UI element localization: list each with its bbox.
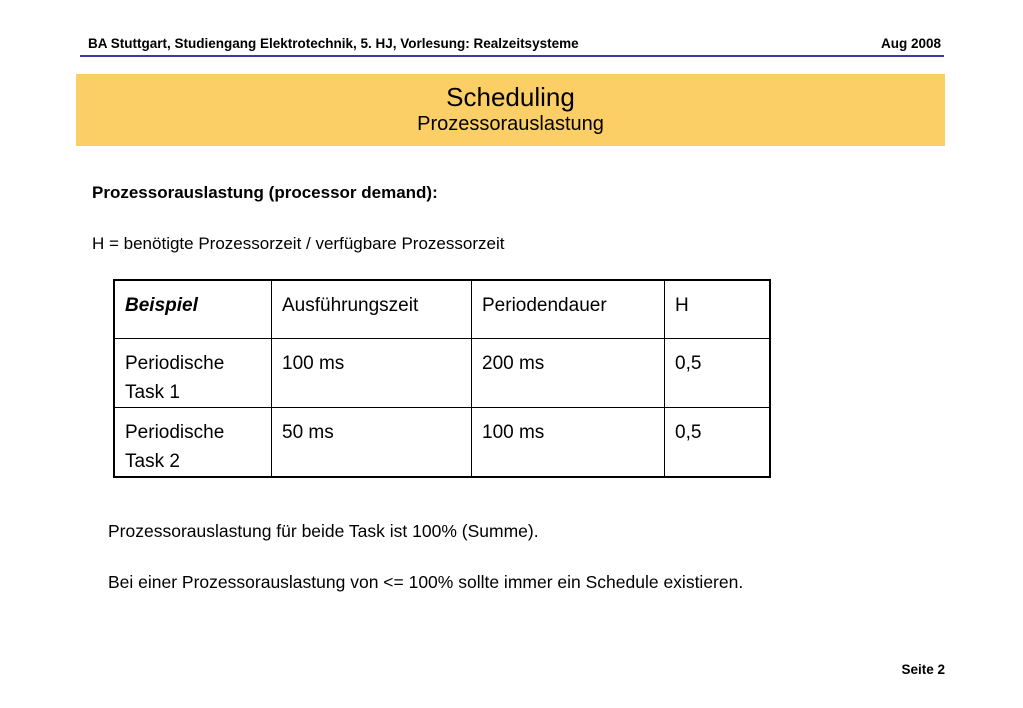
page-number: Seite 2 (901, 662, 945, 677)
example-table (113, 279, 771, 478)
note-schedule: Bei einer Prozessorauslastung von <= 100% sollte immer ein Schedule existieren. (108, 572, 744, 592)
date-label: Aug 2008 (880, 36, 941, 51)
header-divider (80, 55, 944, 57)
task-name-line: Periodische (125, 353, 225, 374)
table-cell-period: 200 ms (472, 339, 665, 408)
formula-text: H = benötigte Prozessorzeit / verfügbare Prozessorzeit (92, 234, 505, 253)
table-cell-task (114, 408, 272, 478)
table-cell-task (114, 339, 272, 408)
table-cell-h: 0,5 (665, 339, 771, 408)
table-header-cell: Beispiel (114, 280, 272, 339)
slide-title: Scheduling (446, 82, 575, 112)
course-info: BA Stuttgart, Studiengang Elektrotechnik, 5. HJ, Vorlesung: Realzeitsysteme (88, 36, 579, 51)
note-sum: Prozessorauslastung für beide Task ist 100% (Summe). (108, 521, 539, 541)
table-cell-exec: 100 ms (272, 339, 472, 408)
table-row (114, 339, 770, 408)
title-banner (76, 74, 945, 146)
table-header-cell: Periodendauer (472, 280, 665, 339)
table-header-cell: H (665, 280, 771, 339)
section-heading: Prozessorauslastung (processor demand): (92, 183, 438, 202)
table-row (114, 408, 770, 478)
table-cell-period: 100 ms (472, 408, 665, 478)
table-cell-exec: 50 ms (272, 408, 472, 478)
task-name-line: Periodische (125, 422, 225, 443)
task-name-line: Task 2 (125, 451, 180, 472)
slide-subtitle: Prozessorauslastung (417, 113, 604, 135)
table-cell-h: 0,5 (665, 408, 771, 478)
task-name-line: Task 1 (125, 382, 180, 403)
table-header-row (114, 280, 770, 339)
table-header-cell: Ausführungszeit (272, 280, 472, 339)
